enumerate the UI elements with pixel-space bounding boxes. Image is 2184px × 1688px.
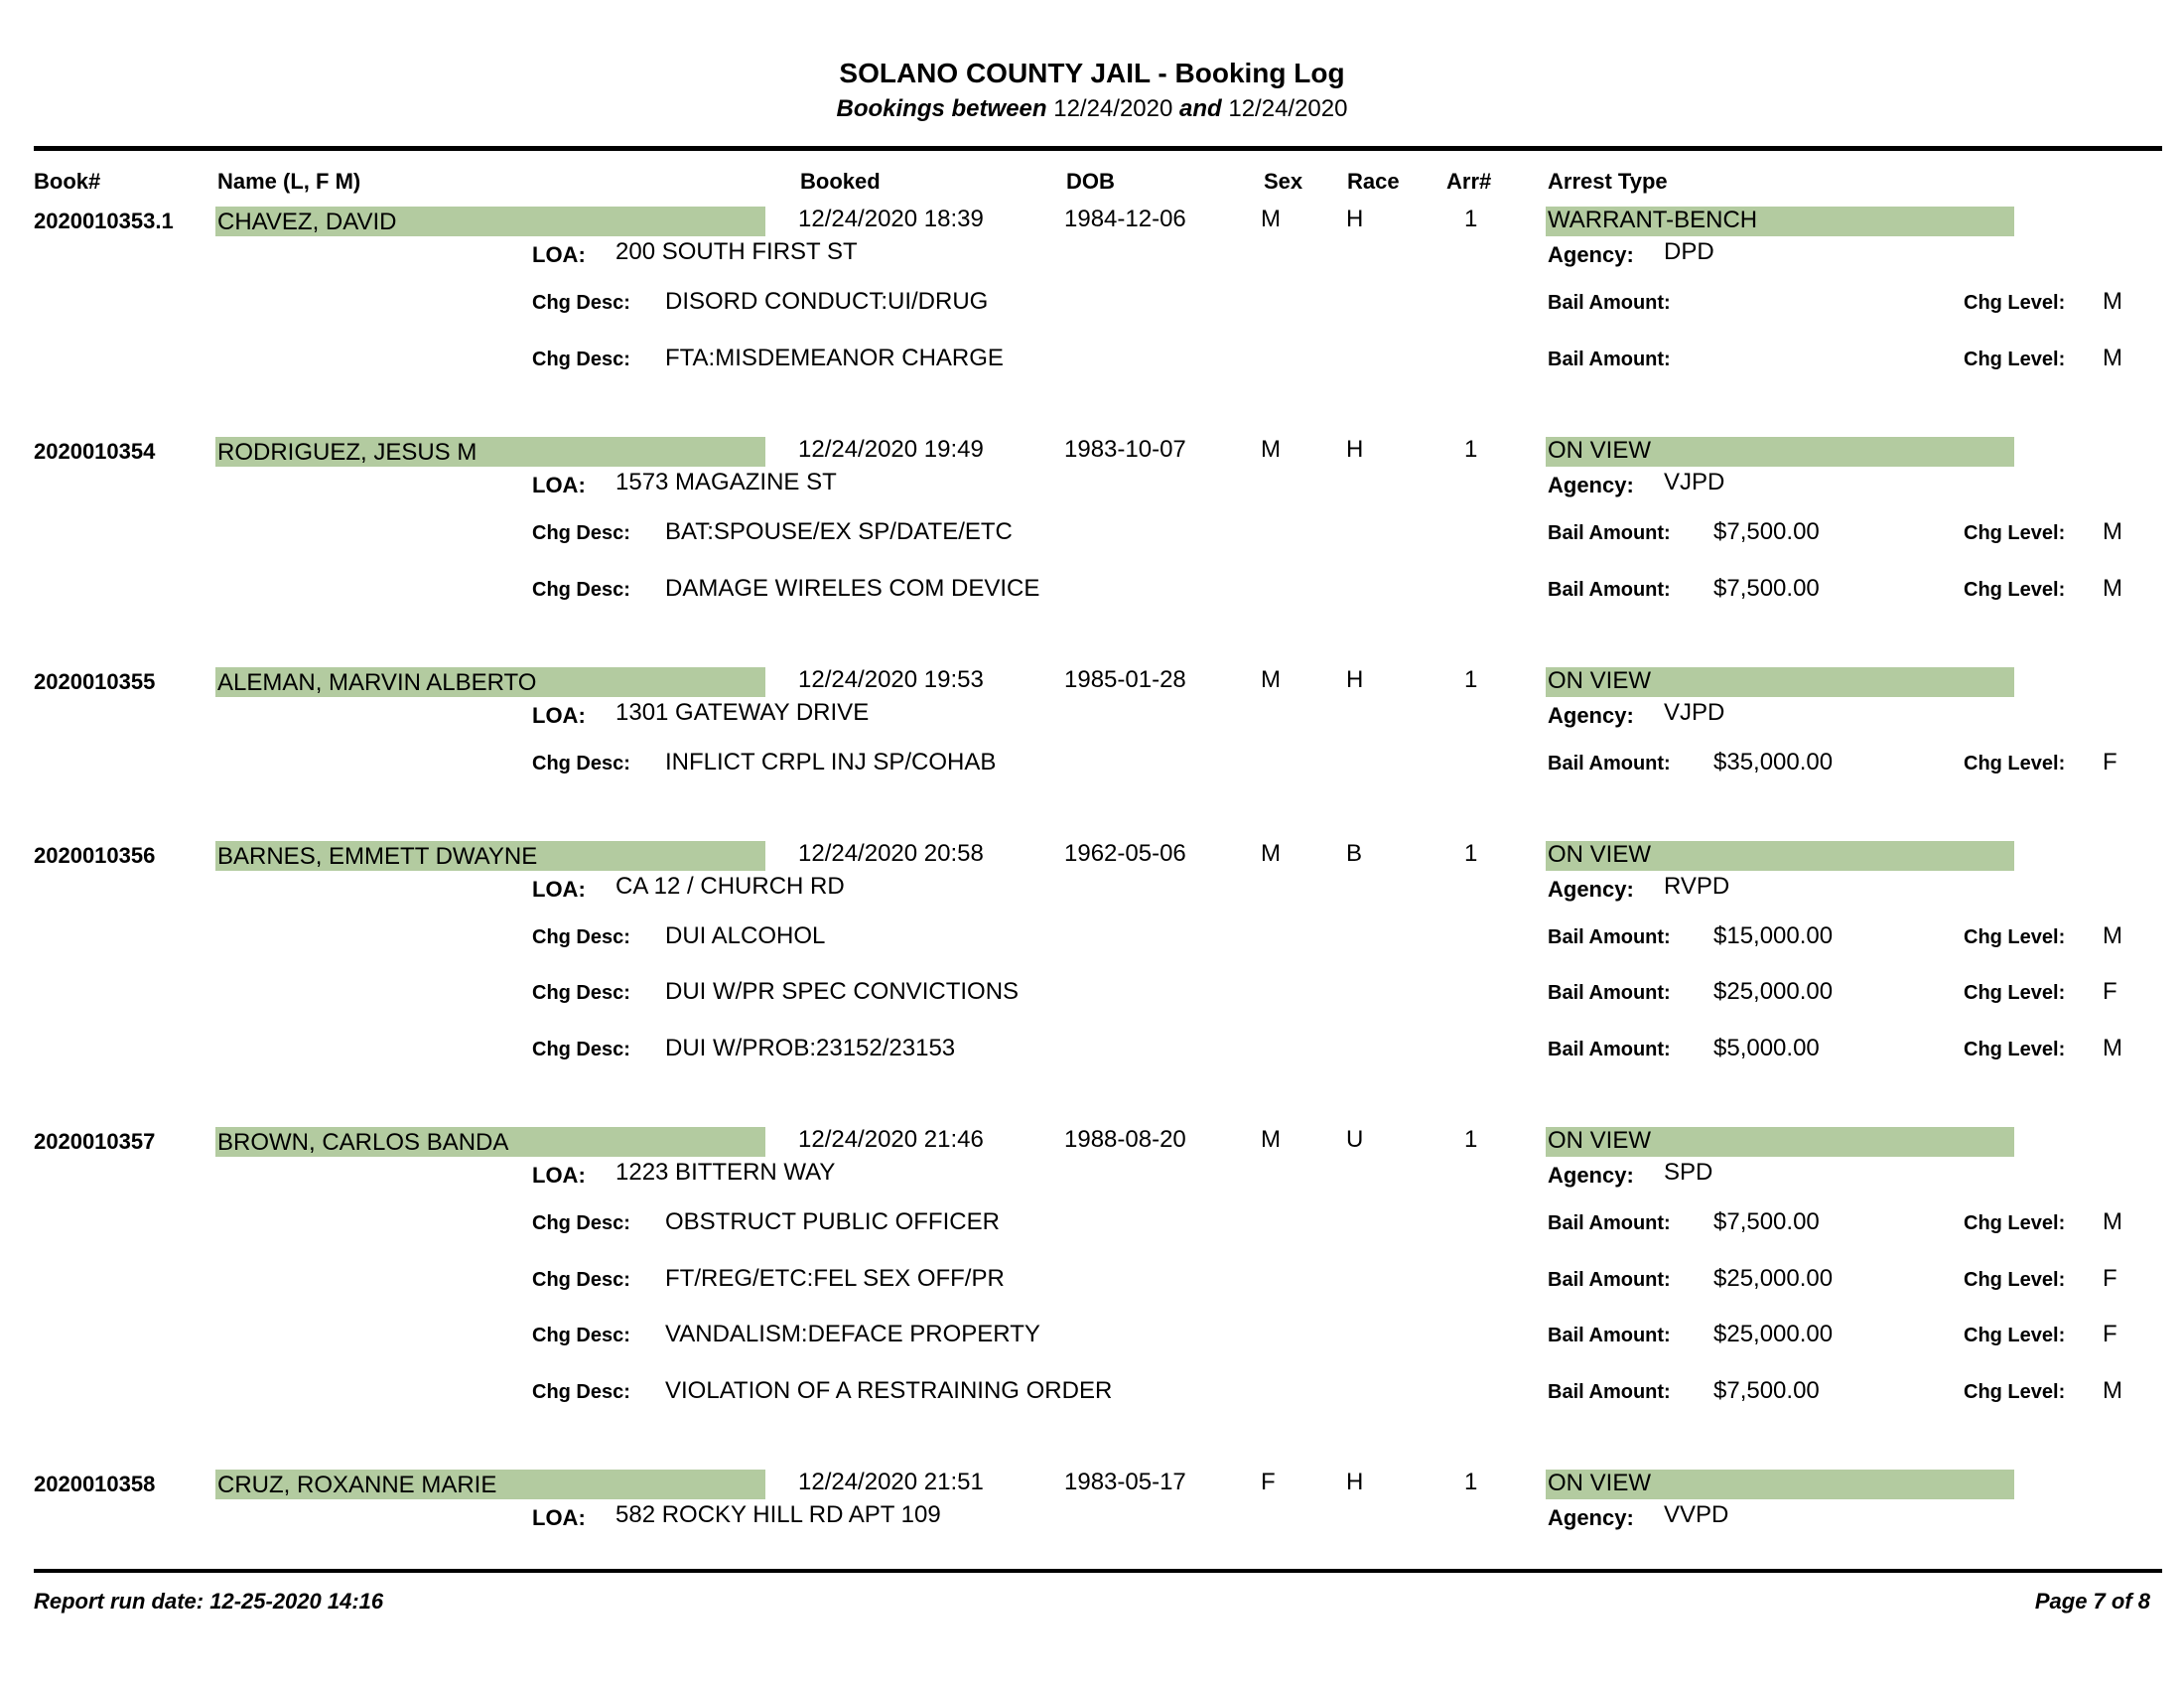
date-of-birth: 1985-01-28	[1064, 666, 1186, 693]
booked-datetime: 12/24/2020 18:39	[798, 206, 984, 232]
book-number: 2020010356	[34, 843, 156, 868]
subtitle-and: and	[1179, 95, 1222, 122]
charge-level: M	[2103, 1035, 2122, 1061]
charge-level: F	[2103, 978, 2117, 1005]
header-divider	[34, 146, 2162, 151]
loa-value: 582 ROCKY HILL RD APT 109	[615, 1501, 941, 1528]
footer-divider	[34, 1569, 2162, 1573]
charge-desc-label: Chg Desc:	[532, 1039, 630, 1060]
bail-amount-label: Bail Amount:	[1548, 1325, 1671, 1346]
book-number: 2020010354	[34, 439, 156, 464]
booked-datetime: 12/24/2020 21:46	[798, 1126, 984, 1153]
bail-amount: $25,000.00	[1713, 978, 1834, 1005]
charge-description: DUI W/PR SPEC CONVICTIONS	[665, 978, 1020, 1005]
arrest-type: WARRANT-BENCH	[1548, 207, 1758, 233]
loa-value: 1301 GATEWAY DRIVE	[615, 699, 870, 726]
arrest-count: 1	[1464, 840, 1478, 867]
arrest-count: 1	[1464, 1126, 1478, 1153]
sex-code: M	[1261, 840, 1281, 867]
arrest-count: 1	[1464, 666, 1478, 693]
charge-level: M	[2103, 1208, 2122, 1235]
bail-amount-label: Bail Amount:	[1548, 522, 1671, 544]
bail-amount-label: Bail Amount:	[1548, 1039, 1671, 1060]
charge-description: DUI ALCOHOL	[665, 922, 826, 949]
charge-level-label: Chg Level:	[1964, 1325, 2066, 1346]
charge-level: F	[2103, 749, 2117, 775]
charge-level-label: Chg Level:	[1964, 753, 2066, 774]
report-run-date: Report run date: 12-25-2020 14:16	[34, 1589, 384, 1614]
charge-level-label: Chg Level:	[1964, 522, 2066, 544]
charge-level: F	[2103, 1321, 2117, 1347]
column-header-booked: Booked	[800, 169, 881, 194]
charge-level: M	[2103, 518, 2122, 545]
book-number: 2020010353.1	[34, 209, 174, 233]
charge-description: VANDALISM:DEFACE PROPERTY	[665, 1321, 1040, 1347]
charge-desc-label: Chg Desc:	[532, 1381, 630, 1403]
column-header-name: Name (L, F M)	[217, 169, 361, 194]
loa-value: 1573 MAGAZINE ST	[615, 469, 837, 495]
charge-level-label: Chg Level:	[1964, 982, 2066, 1004]
charge-description: DUI W/PROB:23152/23153	[665, 1035, 956, 1061]
arrest-type: ON VIEW	[1548, 841, 1652, 868]
loa-label: LOA:	[532, 703, 586, 728]
subtitle-prefix: Bookings between	[836, 95, 1047, 122]
agency-value: VVPD	[1664, 1501, 1729, 1528]
agency-value: RVPD	[1664, 873, 1730, 900]
loa-label: LOA:	[532, 877, 586, 902]
date-of-birth: 1984-12-06	[1064, 206, 1186, 232]
sex-code: M	[1261, 666, 1281, 693]
agency-value: VJPD	[1664, 469, 1725, 495]
book-number: 2020010357	[34, 1129, 156, 1154]
loa-label: LOA:	[532, 1163, 586, 1188]
column-header-arr: Arr#	[1446, 169, 1492, 194]
loa-value: CA 12 / CHURCH RD	[615, 873, 845, 900]
book-number: 2020010355	[34, 669, 156, 694]
charge-level-label: Chg Level:	[1964, 926, 2066, 948]
booked-datetime: 12/24/2020 19:49	[798, 436, 984, 463]
date-of-birth: 1983-10-07	[1064, 436, 1186, 463]
arrest-type: ON VIEW	[1548, 667, 1652, 694]
report-title: SOLANO COUNTY JAIL - Booking Log	[839, 58, 1345, 88]
charge-desc-label: Chg Desc:	[532, 579, 630, 601]
page-number: Page 7 of 8	[2034, 1589, 2150, 1614]
bail-amount-label: Bail Amount:	[1548, 753, 1671, 774]
column-header-sex: Sex	[1264, 169, 1303, 194]
date-of-birth: 1983-05-17	[1064, 1469, 1186, 1495]
arrest-type: ON VIEW	[1548, 1127, 1652, 1154]
race-code: U	[1346, 1126, 1364, 1153]
bail-amount-label: Bail Amount:	[1548, 1212, 1671, 1234]
charge-description: OBSTRUCT PUBLIC OFFICER	[665, 1208, 1000, 1235]
sex-code: F	[1261, 1469, 1276, 1495]
charge-level: M	[2103, 1377, 2122, 1404]
agency-label: Agency:	[1548, 703, 1634, 728]
bail-amount: $7,500.00	[1713, 1208, 1820, 1235]
column-header-book: Book#	[34, 169, 101, 194]
charge-description: BAT:SPOUSE/EX SP/DATE/ETC	[665, 518, 1013, 545]
inmate-name: BARNES, EMMETT DWAYNE	[217, 843, 538, 870]
race-code: B	[1346, 840, 1363, 867]
date-of-birth: 1988-08-20	[1064, 1126, 1186, 1153]
charge-desc-label: Chg Desc:	[532, 982, 630, 1004]
charge-level-label: Chg Level:	[1964, 1269, 2066, 1291]
charge-level-label: Chg Level:	[1964, 1212, 2066, 1234]
sex-code: M	[1261, 436, 1281, 463]
loa-label: LOA:	[532, 473, 586, 497]
loa-value: 200 SOUTH FIRST ST	[615, 238, 858, 265]
bail-amount: $25,000.00	[1713, 1321, 1834, 1347]
book-number: 2020010358	[34, 1472, 156, 1496]
bail-amount: $7,500.00	[1713, 518, 1820, 545]
inmate-name: CRUZ, ROXANNE MARIE	[217, 1472, 497, 1498]
agency-label: Agency:	[1548, 473, 1634, 497]
charge-desc-label: Chg Desc:	[532, 926, 630, 948]
loa-label: LOA:	[532, 1505, 586, 1530]
arrest-count: 1	[1464, 1469, 1478, 1495]
race-code: H	[1346, 1469, 1364, 1495]
arrest-count: 1	[1464, 206, 1478, 232]
charge-description: DAMAGE WIRELES COM DEVICE	[665, 575, 1040, 602]
charge-description: FT/REG/ETC:FEL SEX OFF/PR	[665, 1265, 1005, 1292]
date-of-birth: 1962-05-06	[1064, 840, 1186, 867]
agency-label: Agency:	[1548, 1163, 1634, 1188]
column-header-arrest-type: Arrest Type	[1548, 169, 1668, 194]
charge-level: M	[2103, 922, 2122, 949]
charge-desc-label: Chg Desc:	[532, 1212, 630, 1234]
charge-level: M	[2103, 575, 2122, 602]
inmate-name: BROWN, CARLOS BANDA	[217, 1129, 509, 1156]
arrest-count: 1	[1464, 436, 1478, 463]
report-subtitle	[0, 95, 2184, 123]
race-code: H	[1346, 206, 1364, 232]
loa-label: LOA:	[532, 242, 586, 267]
agency-label: Agency:	[1548, 877, 1634, 902]
bail-amount-label: Bail Amount:	[1548, 349, 1671, 370]
column-header-dob: DOB	[1066, 169, 1115, 194]
charge-level-label: Chg Level:	[1964, 1381, 2066, 1403]
bail-amount-label: Bail Amount:	[1548, 1269, 1671, 1291]
agency-value: VJPD	[1664, 699, 1725, 726]
charge-level-label: Chg Level:	[1964, 349, 2066, 370]
bail-amount: $15,000.00	[1713, 922, 1834, 949]
charge-description: FTA:MISDEMEANOR CHARGE	[665, 345, 1004, 371]
agency-label: Agency:	[1548, 242, 1634, 267]
bail-amount-label: Bail Amount:	[1548, 1381, 1671, 1403]
charge-desc-label: Chg Desc:	[532, 1325, 630, 1346]
charge-desc-label: Chg Desc:	[532, 349, 630, 370]
charge-description: VIOLATION OF A RESTRAINING ORDER	[665, 1377, 1113, 1404]
charge-desc-label: Chg Desc:	[532, 292, 630, 314]
booked-datetime: 12/24/2020 21:51	[798, 1469, 984, 1495]
race-code: H	[1346, 436, 1364, 463]
loa-value: 1223 BITTERN WAY	[615, 1159, 836, 1186]
bail-amount: $7,500.00	[1713, 575, 1820, 602]
charge-level: M	[2103, 345, 2122, 371]
bail-amount: $25,000.00	[1713, 1265, 1834, 1292]
date-from: 12/24/2020	[1053, 95, 1173, 122]
sex-code: M	[1261, 1126, 1281, 1153]
race-code: H	[1346, 666, 1364, 693]
charge-description: DISORD CONDUCT:UI/DRUG	[665, 288, 989, 315]
inmate-name: CHAVEZ, DAVID	[217, 209, 397, 235]
bail-amount-label: Bail Amount:	[1548, 982, 1671, 1004]
sex-code: M	[1261, 206, 1281, 232]
bail-amount-label: Bail Amount:	[1548, 926, 1671, 948]
date-to: 12/24/2020	[1228, 95, 1348, 122]
charge-desc-label: Chg Desc:	[532, 1269, 630, 1291]
bail-amount: $7,500.00	[1713, 1377, 1820, 1404]
bail-amount-label: Bail Amount:	[1548, 292, 1671, 314]
bail-amount: $35,000.00	[1713, 749, 1834, 775]
agency-value: SPD	[1664, 1159, 1713, 1186]
column-header-race: Race	[1347, 169, 1400, 194]
arrest-type: ON VIEW	[1548, 437, 1652, 464]
arrest-type: ON VIEW	[1548, 1470, 1652, 1496]
charge-description: INFLICT CRPL INJ SP/COHAB	[665, 749, 997, 775]
inmate-name: ALEMAN, MARVIN ALBERTO	[217, 669, 537, 696]
charge-level-label: Chg Level:	[1964, 1039, 2066, 1060]
booked-datetime: 12/24/2020 20:58	[798, 840, 984, 867]
bail-amount-label: Bail Amount:	[1548, 579, 1671, 601]
booked-datetime: 12/24/2020 19:53	[798, 666, 984, 693]
charge-level-label: Chg Level:	[1964, 292, 2066, 314]
charge-level: M	[2103, 288, 2122, 315]
agency-label: Agency:	[1548, 1505, 1634, 1530]
charge-desc-label: Chg Desc:	[532, 522, 630, 544]
agency-value: DPD	[1664, 238, 1714, 265]
charge-level: F	[2103, 1265, 2117, 1292]
inmate-name: RODRIGUEZ, JESUS M	[217, 439, 478, 466]
charge-level-label: Chg Level:	[1964, 579, 2066, 601]
charge-desc-label: Chg Desc:	[532, 753, 630, 774]
bail-amount: $5,000.00	[1713, 1035, 1820, 1061]
